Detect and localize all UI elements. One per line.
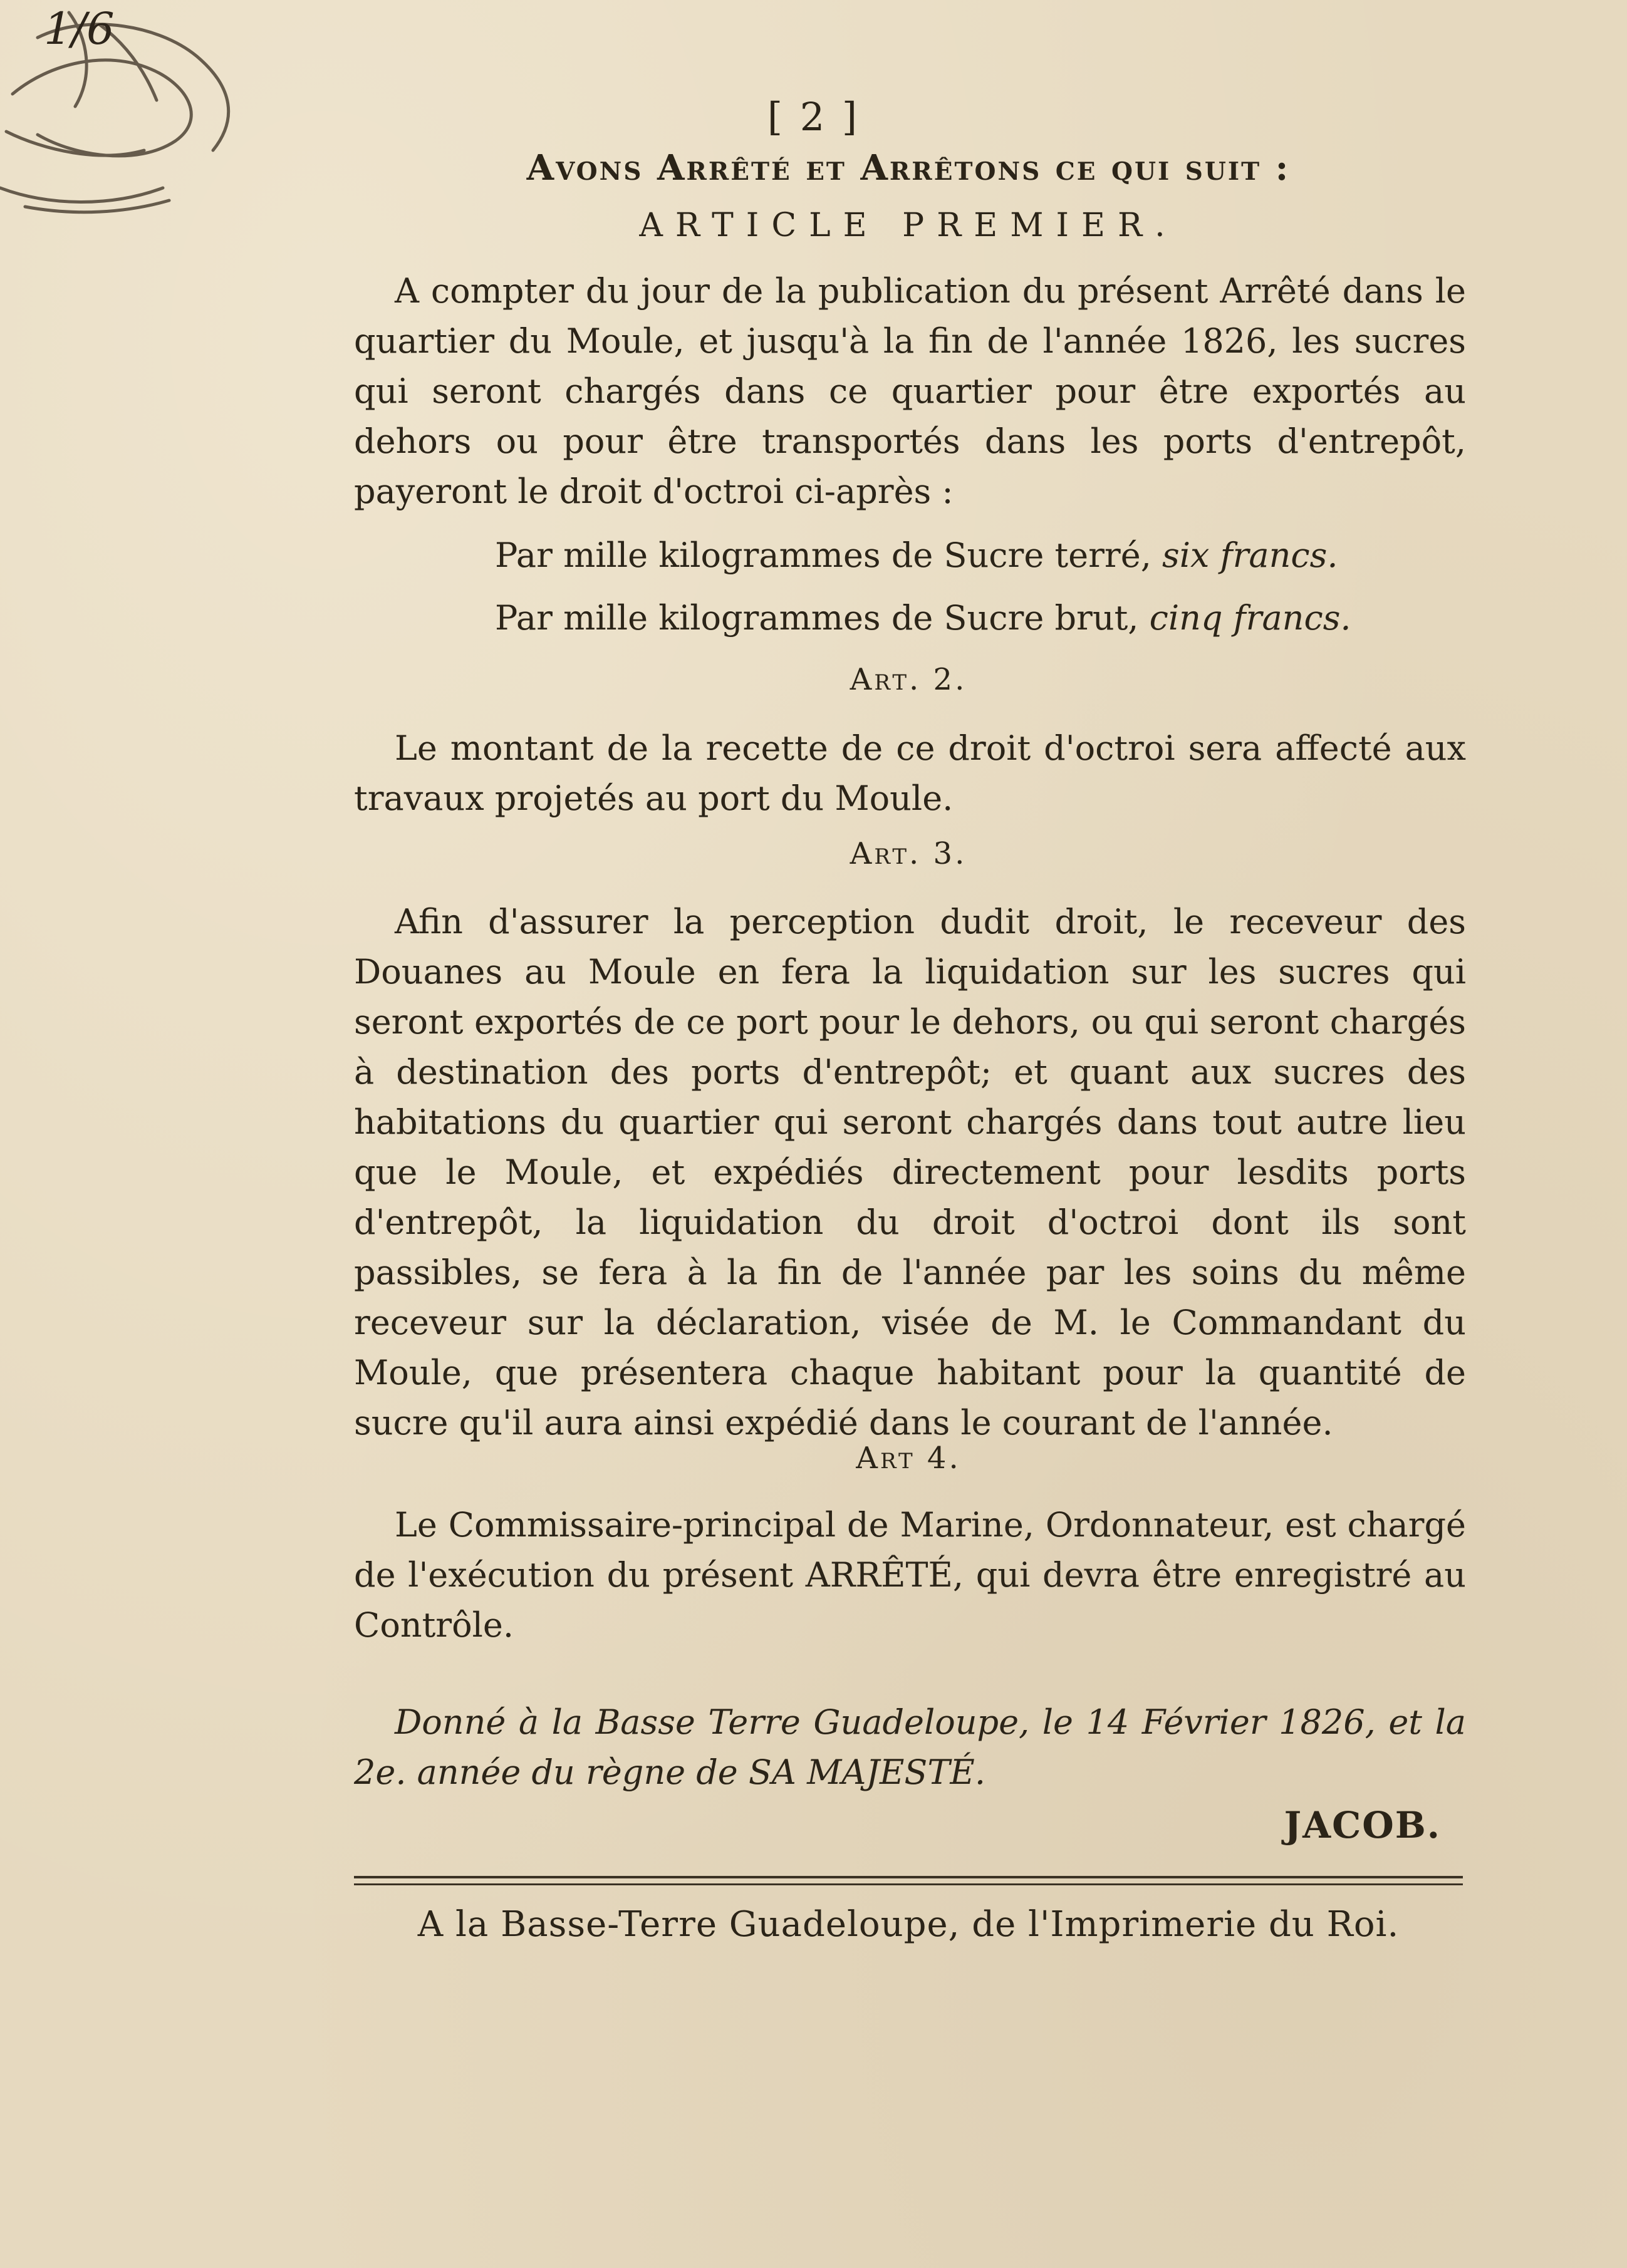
rate-terre-text: Par mille kilogrammes de Sucre terré, xyxy=(495,536,1151,575)
article-1-text: A compter du jour de la publication du présent Arrêté dans le quartier du Moule, et jusqu'à la fin de l'année 1826, les sucres qui seront chargés dans ce quartier pour être exportés au dehors ou pour être transportés dans les ports d'entrepôt, payeront le droit d'octroi ci-après : xyxy=(354,271,1466,511)
article-4-heading: Art 4. xyxy=(856,1441,961,1476)
decree-line: Avons Arrêté et Arrêtons ce qui suit : xyxy=(526,147,1291,189)
rate-brut-amount: cinq francs. xyxy=(1149,598,1351,638)
signature: JACOB. xyxy=(1284,1804,1441,1846)
article-4-text: Le Commissaire-principal de Marine, Ordonnateur, est chargé de l'exécution du présent ARRÊTÉ, qui devra être enregistré au Contrôle. xyxy=(354,1505,1466,1645)
rate-line-terre xyxy=(495,536,1466,575)
article-3-text: Afin d'assurer la perception dudit droit, le receveur des Douanes au Moule en fera la liquidation sur les sucres qui seront exportés de ce port pour le dehors, ou qui seront chargés à destination des ports d'entrepôt; et quant aux sucres des habitations du quartier qui seront chargés dans tout autre lieu que le Moule, et expédiés directement pour lesdits ports d'entrepôt, la liquidation du droit d'octroi dont ils sont passibles, se fera à la fin de l'année par les soins du même receveur sur la déclaration, visée de M. le Commandant du Moule, que présentera chaque habitant pour la quantité de sucre qu'il aura ainsi expédié dans le courant de l'année. xyxy=(354,902,1466,1442)
rate-line-brut xyxy=(495,598,1466,638)
page-number: [ 2 ] xyxy=(767,94,860,140)
double-rule-divider xyxy=(354,1876,1463,1890)
article-2-heading: Art. 2. xyxy=(850,662,967,697)
printer-imprint: A la Basse-Terre Guadeloupe, de l'Imprimerie du Roi. xyxy=(417,1904,1400,1945)
given-at-line: Donné à la Basse Terre Guadeloupe, le 14 Février 1826, et la 2e. année du règne de SA MAJESTÉ. xyxy=(354,1702,1466,1792)
article-1-heading: ARTICLE PREMIER. xyxy=(639,207,1178,244)
rate-brut-text: Par mille kilogrammes de Sucre brut, xyxy=(495,598,1139,638)
article-3-heading: Art. 3. xyxy=(850,836,967,871)
article-2-text: Le montant de la recette de ce droit d'octroi sera affecté aux travaux projetés au port du Moule. xyxy=(354,728,1466,818)
rate-terre-amount: six francs. xyxy=(1162,536,1338,575)
corner-mark-text: 1/6 xyxy=(44,3,115,54)
